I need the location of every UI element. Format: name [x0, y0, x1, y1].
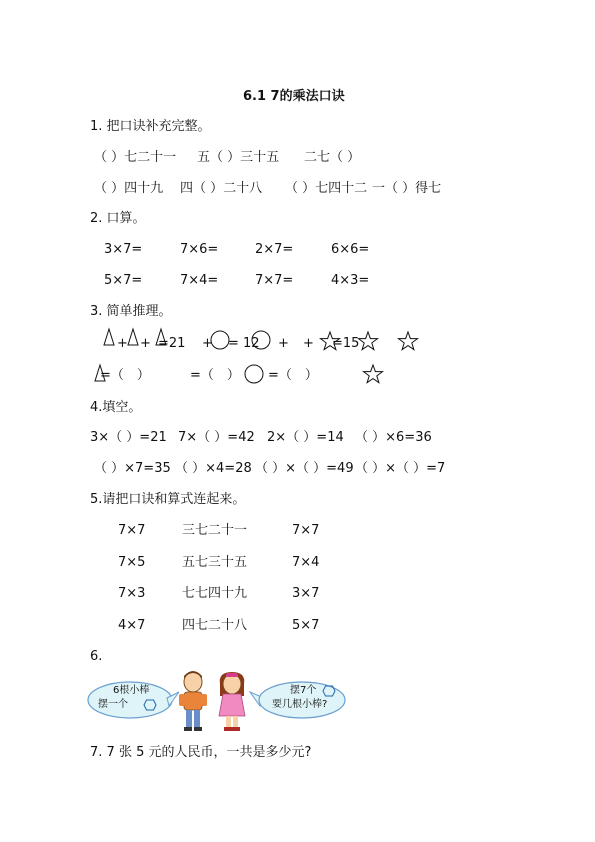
- q4-row2-item: （ ）×（ ）=7: [355, 461, 446, 476]
- page-title: 6.1 7的乘法口诀: [243, 89, 345, 104]
- q4-row1-item: （ ）×6=36: [355, 430, 432, 445]
- q5-right-item: 7×4: [292, 555, 320, 570]
- girl-illustration-icon: [214, 670, 250, 734]
- q3-eq12: = 12: [228, 336, 260, 351]
- q2-row2-item: 7×4=: [180, 273, 219, 288]
- q2-row1-item: 2×7=: [255, 242, 294, 257]
- q3-eq21: =21: [158, 336, 186, 351]
- q6-heading: 6.: [90, 649, 103, 664]
- triangle-icon: [127, 328, 139, 346]
- q4-heading: 4.填空。: [90, 400, 142, 415]
- q4-row1-item: 2×（ ）=14: [267, 430, 344, 445]
- bubble-left-line2: 摆一个: [98, 699, 128, 710]
- q5-left-item: 7×7: [118, 523, 146, 538]
- boy-illustration-icon: [176, 670, 210, 734]
- triangle-icon: [103, 328, 115, 346]
- q5-right-item: 7×7: [292, 523, 320, 538]
- bubble-right-line1: 摆7个: [290, 685, 317, 696]
- q4-row2-item: （ ）×4=28: [175, 461, 252, 476]
- q3-blank-circle2: =（ ）: [268, 368, 318, 383]
- circle-icon: [210, 330, 230, 350]
- star-icon: [358, 331, 378, 351]
- bubble-right-line2: 要几根小棒?: [272, 699, 328, 710]
- q5-left-item: 7×5: [118, 555, 146, 570]
- q2-row2-item: 5×7=: [104, 273, 143, 288]
- star-icon: [398, 331, 418, 351]
- star-icon: [363, 364, 383, 384]
- q3-plus: +: [278, 336, 289, 351]
- q3-eq15: =15: [332, 336, 360, 351]
- circle-icon: [251, 330, 271, 350]
- q5-middle-item: 七七四十九: [182, 586, 248, 601]
- q5-middle-item: 三七二十一: [182, 523, 248, 538]
- q5-left-item: 4×7: [118, 618, 146, 633]
- q5-middle-item: 四七二十八: [182, 618, 248, 633]
- circle-icon: [244, 364, 264, 384]
- q1-heading: 1. 把口诀补充完整。: [90, 119, 211, 134]
- q4-row1-item: 3×（ ）=21: [90, 430, 167, 445]
- q3-plus: +: [117, 336, 128, 351]
- q4-row1-item: 7×（ ）=42: [178, 430, 255, 445]
- q2-row1-item: 7×6=: [180, 242, 219, 257]
- q1-row1-item: 二七（ ）: [304, 150, 361, 165]
- q3-plus: +: [140, 336, 151, 351]
- q1-row1-item: （ ）七二十一: [94, 150, 177, 165]
- q3-plus: +: [202, 336, 213, 351]
- q1-row2-item: 四（ ）二十八: [180, 181, 263, 196]
- q3-blank-triangle: =（ ）: [100, 368, 150, 383]
- q1-row2-item: （ ）四十九: [94, 181, 164, 196]
- q2-row1-item: 6×6=: [331, 242, 370, 257]
- q5-left-item: 7×3: [118, 586, 146, 601]
- q3-blank-circle: =（ ）: [190, 368, 240, 383]
- q4-row2-item: （ ）×7=35: [94, 461, 171, 476]
- q2-row2-item: 7×7=: [255, 273, 294, 288]
- q1-row1-item: 五（ ）三十五: [197, 150, 280, 165]
- q2-row1-item: 3×7=: [104, 242, 143, 257]
- hexagon-icon: [143, 699, 157, 711]
- q5-middle-item: 五七三十五: [182, 555, 248, 570]
- q3-heading: 3. 简单推理。: [90, 304, 172, 319]
- hexagon-icon: [322, 685, 336, 697]
- q5-right-item: 3×7: [292, 586, 320, 601]
- q1-row2-item: 一（ ）得七: [372, 181, 442, 196]
- q3-plus: +: [303, 336, 314, 351]
- q7-heading: 7. 7 张 5 元的人民币，一共是多少元?: [90, 745, 312, 760]
- q4-row2-item: （ ）×（ ）=49: [255, 461, 354, 476]
- q2-row2-item: 4×3=: [331, 273, 370, 288]
- q1-row2-item: （ ）七四十二: [285, 181, 368, 196]
- q2-heading: 2. 口算。: [90, 211, 146, 226]
- q5-right-item: 5×7: [292, 618, 320, 633]
- bubble-left-line1: 6根小棒: [113, 685, 150, 696]
- q5-heading: 5.请把口诀和算式连起来。: [90, 492, 246, 507]
